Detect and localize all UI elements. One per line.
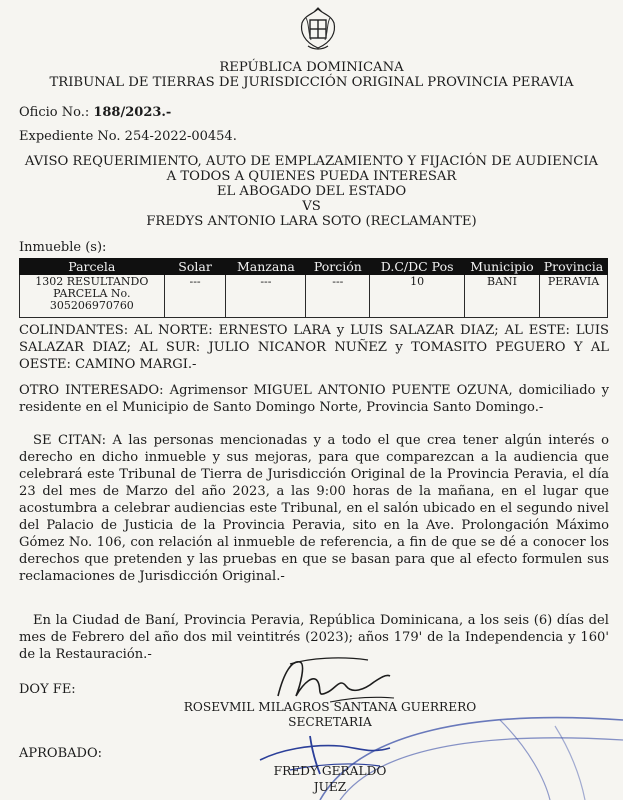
- otro-name: MIGUEL ANTONIO PUENTE OZUNA: [253, 383, 509, 398]
- coat-of-arms-seal-icon: [296, 6, 340, 52]
- se-citan-paragraph: SE CITAN: A las personas mencionadas y a todo el que crea tener algún interés o derecho en dicho inmueble y sus mejoras, para que comparezcan a la audiencia que celebrará este Tribunal de Tierra de Jurisdicción Original de la Provincia Peravia, el día 23 del mes de Marzo del año 2023, a las 9:00 horas de la mañana, en el lugar que acostumbra a celebrar audiencias este Tribunal, en el salón ubicado en el segundo nivel del Palacio de Justicia de la Provincia Peravia, sito en la Ave. Prolongación Máximo Gómez No. 106, con relación al inmueble de referencia, a fin de que se dé a conocer los derechos que pretenden y las pruebas en que se basan para que al efecto formulen sus reclamaciones de Jurisdicción Original.-: [19, 433, 609, 584]
- col-header-municipio: Municipio: [465, 259, 540, 275]
- court-heading: TRIBUNAL DE TIERRAS DE JURISDICCIÓN ORIGINAL PROVINCIA PERAVIA: [49, 75, 574, 90]
- doy-fe-label: DOY FE:: [19, 682, 76, 697]
- otro-suffix: , domiciliado y residente en el Municipio de Santo Domingo Norte, Provincia Santo Domingo.-: [19, 383, 609, 415]
- col-header-solar: Solar: [164, 259, 226, 275]
- title-line-2: A TODOS A QUIENES PUEDA INTERESAR: [166, 169, 457, 184]
- colindantes-paragraph: COLINDANTES: AL NORTE: ERNESTO LARA y LUIS SALAZAR DIAZ; AL ESTE: LUIS SALAZAR DIAZ; AL SUR: JULIO NICANOR NUÑEZ y TOMASITO PEGUERO Y AL OESTE: CAMINO MARGI.-: [19, 323, 609, 372]
- otro-prefix: OTRO INTERESADO: Agrimensor: [19, 383, 254, 398]
- judge-name: FREDY GERALDO: [273, 764, 387, 778]
- title-line-1: AVISO REQUERIMIENTO, AUTO DE EMPLAZAMIENTO Y FIJACIÓN DE AUDIENCIA: [24, 154, 599, 169]
- parcela-line-3: 305206970760: [49, 299, 134, 312]
- table-row: [20, 275, 608, 318]
- oficio-value: 188/2023.-: [93, 105, 172, 120]
- parcela-line-2: PARCELA No.: [53, 287, 131, 300]
- secretary-role: SECRETARIA: [288, 715, 372, 729]
- title-line-3: EL ABOGADO DEL ESTADO: [216, 184, 407, 199]
- col-header-dc-pos: D.C/DC Pos: [370, 259, 465, 275]
- parcela-line-1: 1302 RESULTANDO: [35, 275, 149, 288]
- col-header-manzana: Manzana: [226, 259, 306, 275]
- parcel-table: [19, 258, 608, 318]
- cell-municipio: BANI: [465, 275, 540, 318]
- cell-solar: ---: [164, 275, 226, 318]
- cell-parcela: [20, 275, 165, 318]
- col-header-porcion: Porción: [306, 259, 370, 275]
- title-line-5: FREDYS ANTONIO LARA SOTO (RECLAMANTE): [146, 214, 477, 229]
- secretary-name: ROSEVMIL MILAGROS SANTANA GUERRERO: [183, 700, 477, 714]
- col-header-parcela: Parcela: [20, 259, 165, 275]
- cell-manzana: ---: [226, 275, 306, 318]
- oficio-number: [19, 105, 171, 120]
- judge-role: JUEZ: [313, 780, 347, 794]
- closing-paragraph: En la Ciudad de Baní, Provincia Peravia, República Dominicana, a los seis (6) días del mes de Febrero del año dos mil veintitrés (2023); años 179' de la Independencia y 160' de la Restauración.-: [19, 613, 609, 662]
- cell-dc-pos: 10: [370, 275, 465, 318]
- expediente-number: Expediente No. 254-2022-00454.: [19, 129, 237, 144]
- aprobado-label: APROBADO:: [19, 746, 102, 761]
- parcel-table-header-row: [20, 259, 608, 275]
- col-header-provincia: Provincia: [539, 259, 607, 275]
- inmueble-label: Inmueble (s):: [19, 240, 107, 255]
- title-line-4: VS: [302, 199, 321, 214]
- otro-interesado-paragraph: [19, 382, 609, 416]
- cell-provincia: PERAVIA: [539, 275, 607, 318]
- country-heading: REPÚBLICA DOMINICANA: [219, 60, 404, 75]
- oficio-label: Oficio No.:: [19, 105, 94, 120]
- cell-porcion: ---: [306, 275, 370, 318]
